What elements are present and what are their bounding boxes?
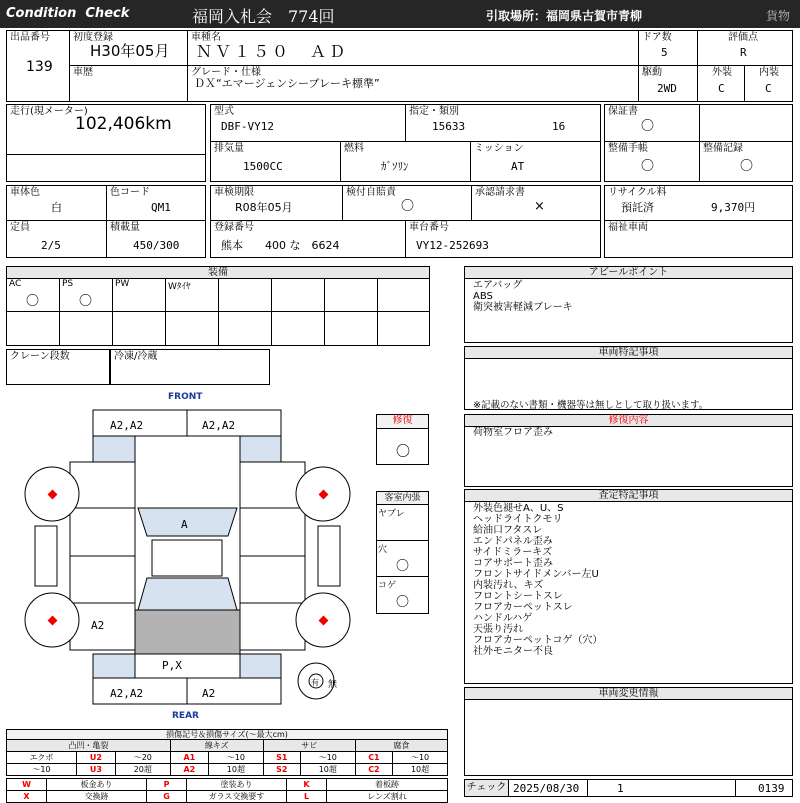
repair-panel: [464, 414, 793, 487]
displacement-label: 排気量: [214, 143, 244, 154]
spec-label: 指定・類別: [409, 106, 459, 117]
legend-code: X: [7, 791, 47, 803]
assess-line: 外装色褪せA、U、S: [473, 503, 564, 514]
repair-box: [376, 414, 429, 465]
score-label: 評価点: [728, 32, 758, 43]
body-color: 白: [51, 201, 62, 214]
legend-group-corrosion: 腐食: [355, 740, 447, 752]
appeal-title: アピールポイント: [465, 267, 792, 279]
exterior-label: 外装: [712, 67, 732, 78]
doors-label: ドア数: [642, 32, 672, 43]
manual-cell: [604, 141, 700, 182]
legend-cell: ～10: [393, 752, 448, 764]
brand-title: Condition Check: [6, 6, 130, 21]
legend-group-dent: 凸凹・亀裂: [7, 740, 171, 752]
load-capacity: 450/300: [133, 239, 180, 252]
car-name-label: 車種名: [191, 32, 221, 43]
legend-group-scratch: 線キズ: [170, 740, 263, 752]
legend-code: C2: [355, 764, 392, 776]
equipment-panel: [6, 266, 430, 346]
legend-code: P: [147, 779, 187, 791]
repair-box-title: 修復: [377, 415, 428, 429]
category: 貨物: [766, 9, 791, 23]
assess-line: フロアカーペットコゲ（穴）: [473, 635, 603, 646]
legend-cell: 塗装あり: [187, 779, 287, 791]
special-note: ※記載のない書類・機器等は無しとして取り扱います。: [473, 400, 709, 411]
change-panel: [464, 687, 793, 776]
mileage-cell: [6, 104, 206, 182]
appeal-line: 衛突被害軽減ブレーキ: [473, 302, 573, 313]
grade-cell: [187, 65, 639, 102]
displacement-cell: [210, 141, 341, 182]
damage-rear-left: A2,A2: [110, 687, 144, 700]
assess-line: ヘッドライトクモリ: [473, 514, 563, 525]
insurance-label: 検付自賠責: [346, 187, 396, 198]
interior-cell: [744, 65, 793, 102]
spare-none-label: 無: [328, 680, 338, 690]
legend-cell: 板金あり: [47, 779, 147, 791]
welfare-label: 福祉車両: [608, 222, 648, 233]
equip-ps-mark: 〇: [79, 294, 93, 309]
first-reg: H30年05月: [90, 42, 170, 60]
insurance: 〇: [401, 199, 415, 214]
assess-line: サイドミラーキズ: [473, 547, 553, 558]
exterior-grade: C: [718, 82, 725, 95]
check-number: 1: [617, 782, 624, 795]
legend-code: K: [287, 779, 327, 791]
appeal-panel: [464, 266, 793, 343]
grade: ＤＸ“エマージェンシーブレーキ標準”: [194, 77, 380, 90]
auction-title: 福岡入札会 774回: [192, 7, 335, 26]
repair-title: 修復内容: [465, 415, 792, 427]
mission-cell: [470, 141, 601, 182]
color-code-cell: [106, 185, 206, 221]
drive-cell: [638, 65, 698, 102]
legend-table: [6, 739, 448, 776]
score-cell: [697, 30, 793, 66]
legend-cell: ガラス交換要す: [187, 791, 287, 803]
legend-code: W: [7, 779, 47, 791]
legend-cell: レンズ割れ: [327, 791, 448, 803]
cabin-hole-label: 穴: [378, 545, 388, 555]
model-label: 型式: [214, 106, 234, 117]
legend-code: S2: [263, 764, 300, 776]
mileage: 102,406km: [75, 114, 172, 134]
load-cell: [106, 220, 206, 258]
fuel-label: 燃料: [344, 143, 364, 154]
inspection-cell: [210, 185, 343, 221]
capacity-cell: [6, 220, 107, 258]
assess-line: 給油口フタスレ: [473, 525, 543, 536]
score: R: [740, 46, 747, 59]
legend-cell: 交換跡: [47, 791, 147, 803]
approval: ×: [534, 199, 545, 214]
cabin-burn-label: コゲ: [378, 581, 397, 591]
legend-cell: 20超: [115, 764, 170, 776]
legend-table-2: [6, 778, 448, 803]
appeal-line: ABS: [473, 291, 493, 302]
lot-number: 139: [26, 59, 53, 75]
crane-label: クレーン段数: [10, 351, 70, 362]
recycle-label: リサイクル料: [608, 187, 667, 198]
legend-code: A1: [170, 752, 208, 764]
history-cell: [69, 65, 188, 102]
equip-ac-mark: 〇: [26, 294, 40, 309]
drive-label: 駆動: [642, 67, 662, 78]
color-code: QM1: [151, 201, 171, 214]
crane-cell: [6, 349, 110, 385]
model-cell: [210, 104, 406, 142]
recycle-amount: 9,370円: [711, 201, 756, 214]
exterior-cell: [697, 65, 745, 102]
legend-cell: 10超: [208, 764, 263, 776]
recycle-cell: [604, 185, 793, 221]
blank-cell-a: [699, 104, 793, 142]
assess-line: 社外モニター不良: [473, 646, 553, 657]
appeal-list: [473, 280, 573, 313]
vehicle-diagram: [0, 388, 376, 724]
assess-line: コアサポート歪み: [473, 558, 553, 569]
record-label: 整備記録: [703, 143, 743, 154]
record-cell: [699, 141, 793, 182]
assess-line: フロントシートスレ: [473, 591, 563, 602]
car-name: ＮＶ１５０ ＡＤ: [196, 42, 349, 61]
warranty-cell: [604, 104, 700, 142]
damage-rear-right: A2: [202, 687, 216, 700]
spec-cell: [405, 104, 601, 142]
plate-label: 登録番号: [214, 222, 254, 233]
legend-group-rust: サビ: [263, 740, 355, 752]
mission: AT: [511, 160, 525, 173]
inspection: R08年05月: [235, 201, 293, 214]
inspection-label: 車検期限: [214, 187, 254, 198]
fridge-label: 冷凍/冷蔵: [114, 351, 158, 362]
fuel: ｶﾞｿﾘﾝ: [381, 160, 409, 173]
color-code-label: 色コード: [110, 187, 150, 198]
legend-cell: 10超: [300, 764, 355, 776]
repair-line: 荷物室フロア歪み: [473, 427, 553, 438]
front-label: FRONT: [168, 392, 203, 402]
assess-line: フロアカーペットスレ: [473, 602, 573, 613]
legend-code: S1: [263, 752, 300, 764]
legend-cell: 10超: [393, 764, 448, 776]
spec-class: 16: [552, 120, 566, 133]
legend-code: C1: [355, 752, 392, 764]
assess-line: ハンドルハゲ: [473, 613, 533, 624]
legend-cell: ～10: [7, 764, 77, 776]
equipment-grid: [7, 279, 429, 345]
assessment-title: 査定特記事項: [465, 490, 792, 502]
mission-label: ミッション: [474, 143, 524, 154]
interior-grade: C: [765, 82, 772, 95]
plate-number: 熊本 400 な 6624: [221, 239, 340, 252]
legend-cell: ～10: [300, 752, 355, 764]
grade-label: グレード・仕様: [191, 67, 261, 78]
equipment-title: 装備: [7, 267, 429, 279]
special-panel: [464, 346, 793, 410]
damage-roof: A: [181, 518, 188, 531]
legend-code: A2: [170, 764, 208, 776]
legend-title: 損傷記号＆損傷サイズ(～最大cm): [6, 729, 448, 739]
repair-list: [473, 427, 553, 438]
model: DBF-VY12: [221, 120, 274, 133]
cabin-burn-mark: 〇: [396, 595, 410, 610]
approval-label: 承認請求書: [475, 187, 525, 198]
car-name-cell: [187, 30, 639, 66]
recycle-status: 預託済: [621, 201, 654, 214]
mileage-label: 走行(現メーター): [10, 106, 88, 117]
assess-line: エンドパネル歪み: [473, 536, 553, 547]
check-date: 2025/08/30: [513, 782, 580, 795]
manual: 〇: [641, 159, 655, 174]
legend-cell: ～20: [115, 752, 170, 764]
warranty-label: 保証書: [608, 106, 638, 117]
spec-designation: 15633: [432, 120, 466, 133]
damage-rear-left-side: A2: [91, 619, 105, 632]
change-title: 車両変更情報: [465, 688, 792, 700]
rear-label: REAR: [172, 711, 199, 721]
check-code: 0139: [758, 782, 785, 795]
check-label: チェック: [465, 780, 509, 796]
legend-cell: エクボ: [7, 752, 77, 764]
legend-cell: ～10: [208, 752, 263, 764]
damage-front-left: A2,A2: [110, 419, 144, 432]
doors: 5: [661, 46, 668, 59]
chassis-label: 車台番号: [409, 222, 449, 233]
plate-cell: [210, 220, 406, 258]
equip-pw: PW: [115, 279, 130, 289]
insurance-cell: [342, 185, 472, 221]
legend-code: U3: [76, 764, 115, 776]
first-reg-cell: [69, 30, 188, 66]
capacity: 2/5: [41, 239, 61, 252]
check-bar: [464, 779, 793, 797]
damage-legend: [6, 729, 448, 803]
fuel-cell: [340, 141, 471, 182]
cabin-title: 客室内張: [377, 492, 428, 505]
doors-cell: [638, 30, 698, 66]
equip-ac: AC: [9, 279, 22, 289]
interior-label: 内装: [759, 67, 779, 78]
assess-line: 天張り汚れ: [473, 624, 523, 635]
cabin-hole-mark: 〇: [396, 559, 410, 574]
history-label: 車歴: [73, 67, 93, 78]
pickup-location: 引取場所：福岡県古賀市青柳: [486, 9, 643, 23]
legend-cell: 着板跡: [327, 779, 448, 791]
lot-label: 出品番号: [10, 32, 50, 43]
assessment-list: [473, 503, 603, 657]
repair-box-mark: 〇: [396, 444, 410, 460]
manual-label: 整備手帳: [608, 143, 648, 154]
assess-line: フロントサイドメンバー左U: [473, 569, 599, 580]
legend-code: L: [287, 791, 327, 803]
legend-code: G: [147, 791, 187, 803]
displacement: 1500CC: [243, 160, 283, 173]
capacity-label: 定員: [10, 222, 30, 233]
first-reg-label: 初度登録: [73, 32, 113, 43]
special-title: 車両特記事項: [465, 347, 792, 359]
assess-line: 内装汚れ、キズ: [473, 580, 544, 591]
spare-present-mark: 有: [311, 678, 319, 687]
car-outline: [0, 388, 376, 724]
record: 〇: [740, 159, 754, 174]
welfare-cell: [604, 220, 793, 258]
drive: 2WD: [657, 82, 677, 95]
approval-cell: [471, 185, 601, 221]
body-color-label: 車体色: [10, 187, 40, 198]
chassis-number: VY12-252693: [416, 239, 489, 252]
chassis-cell: [405, 220, 601, 258]
warranty: 〇: [641, 119, 655, 134]
legend-code: U2: [76, 752, 115, 764]
cabin-box: [376, 491, 429, 614]
lot-number-cell: [6, 30, 70, 102]
equip-wtire: Wﾀｲﾔ: [168, 282, 191, 292]
header-bar: [0, 0, 800, 28]
equip-ps: PS: [62, 279, 74, 289]
cabin-tear-label: ヤブレ: [378, 509, 405, 519]
appeal-line: エアバッグ: [473, 280, 523, 291]
assessment-panel: [464, 489, 793, 684]
fridge-cell: [110, 349, 270, 385]
damage-tail: P,X: [162, 659, 182, 672]
damage-front-right: A2,A2: [202, 419, 236, 432]
load-label: 積載量: [110, 222, 140, 233]
body-color-cell: [6, 185, 107, 221]
